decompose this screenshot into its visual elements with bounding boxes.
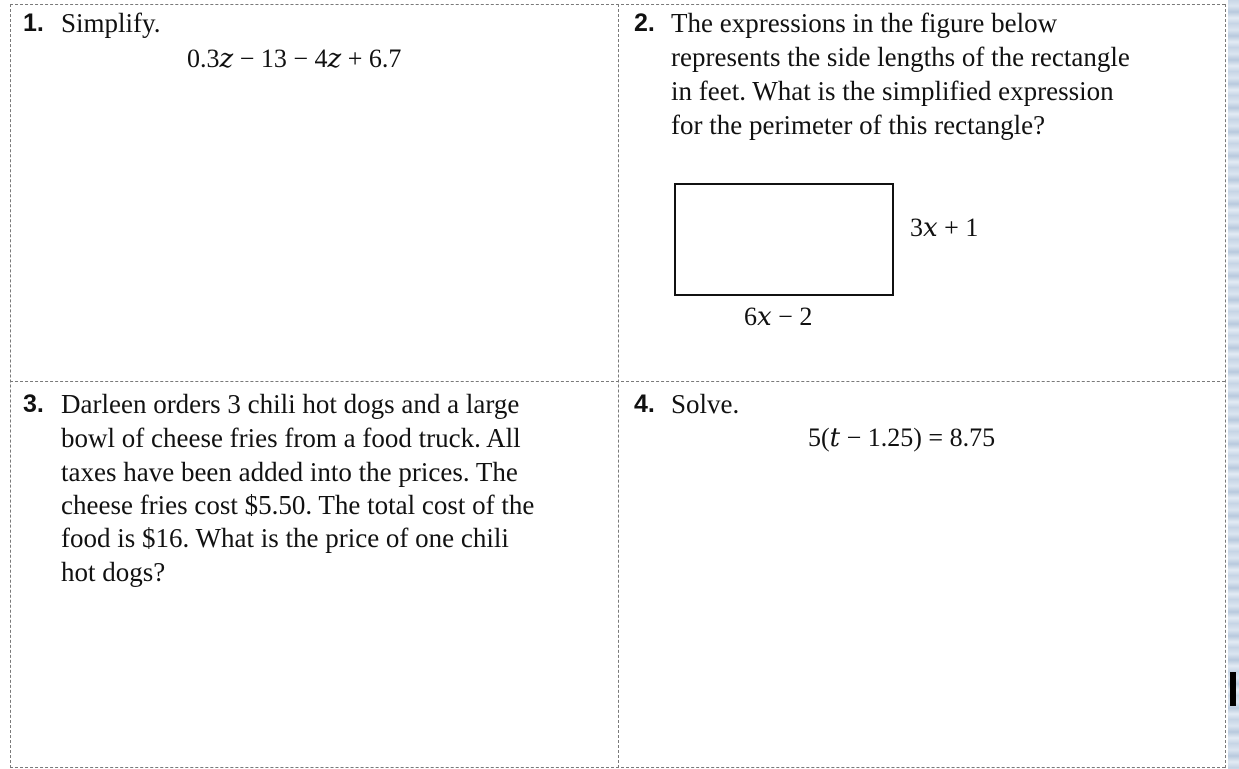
problem-3-line-1: Darleen orders 3 chili hot dogs and a large (61, 389, 520, 419)
problem-1-instruction: Simplify. (61, 8, 161, 38)
problem-4-number: 4. (634, 390, 655, 418)
problem-2-line-2: represents the side lengths of the rectangle (671, 42, 1130, 72)
problem-2-line-4: for the perimeter of this rectangle? (671, 110, 1046, 140)
problem-4-instruction: Solve. (671, 389, 740, 419)
problem-3-line-4: cheese fries cost $5.50. The total cost of the (61, 490, 535, 520)
problem-3-line-5: food is $16. What is the price of one chili (61, 523, 509, 553)
rectangle-side-label: 3𝑥 + 1 (910, 213, 979, 242)
rectangle-bottom-label: 6𝑥 − 2 (744, 302, 813, 331)
rectangle-figure (674, 183, 894, 296)
problem-3-number: 3. (23, 390, 44, 418)
problem-2-number: 2. (634, 9, 655, 37)
problem-4-equation: 5(𝑡 − 1.25) = 8.75 (808, 423, 996, 452)
grid-center-border (618, 4, 619, 768)
problem-3-line-6: hot dogs? (61, 557, 166, 587)
window-edge-decoration (1228, 0, 1239, 769)
problem-2-line-3: in feet. What is the simplified expression (671, 76, 1114, 106)
problem-1-expression: 0.3𝑧 − 13 − 4𝑧 + 6.7 (187, 44, 402, 73)
problem-2-line-1: The expressions in the figure below (671, 8, 1058, 38)
grid-left-border (10, 4, 11, 768)
text-cursor-marker (1230, 672, 1236, 706)
problem-3-line-3: taxes have been added into the prices. The (61, 457, 518, 487)
grid-right-border (1225, 4, 1226, 768)
problem-1-number: 1. (23, 9, 44, 37)
problem-3-line-2: bowl of cheese fries from a food truck. All (61, 423, 521, 453)
